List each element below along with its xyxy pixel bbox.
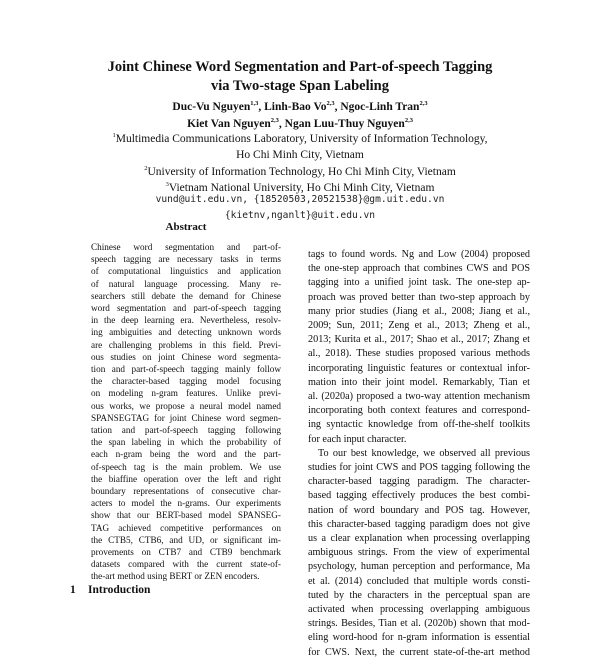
author-name: Ngan Luu-Thuy Nguyen xyxy=(284,118,405,130)
affiliation-list xyxy=(20,131,580,196)
body-line: psychology, human perception and performance, Ma xyxy=(308,561,530,573)
body-line: many prior studies (Jiang et al., 2008; Jiang et al., xyxy=(308,305,530,317)
body-line: activated when processing overlapping ambiguous xyxy=(308,604,530,616)
abstract-line: of computational linguistics and application xyxy=(91,266,281,277)
body-line: based tagging effectively produces the best combi- xyxy=(308,490,530,502)
body-line: et al. (2014) concluded that multiple words consti- xyxy=(308,575,530,587)
body-line: al., 2018). These studies proposed various methods xyxy=(308,348,530,360)
body-line: character-based tagging paradigm. The character- xyxy=(308,476,530,488)
abstract-line: of-speech tag is the main problem. We use xyxy=(91,461,281,472)
author-affiliation-mark: 2,3 xyxy=(270,117,279,124)
author-separator: , xyxy=(258,101,265,113)
affiliation-text: Vietnam National University, Ho Chi Minh City, Vietnam xyxy=(168,181,435,194)
affiliation-text: Ho Chi Minh City, Vietnam xyxy=(236,149,364,162)
body-line: 2013; Kurita et al., 2017; Shao et al., 2017; Zhang et xyxy=(308,334,530,346)
abstract-line: word segmentation and part-of-speech tagging xyxy=(91,303,281,314)
abstract-line: on modeling n-gram features. Unlike previ- xyxy=(91,388,281,399)
abstract-line: ous works, we propose a neural model named xyxy=(91,400,281,411)
author-name: Linh-Bao Vo xyxy=(264,101,327,113)
abstract-line: the CTB5, CTB6, and UD, or significant im- xyxy=(91,534,281,545)
author-separator: , xyxy=(278,118,285,130)
author-affiliation-mark: 2,3 xyxy=(404,117,413,124)
author-affiliation-mark: 2,3 xyxy=(326,100,335,107)
section-number: 1 xyxy=(70,584,76,596)
affiliation-text: Multimedia Communications Laboratory, University of Information Technology, xyxy=(115,133,488,145)
body-line: for each input character. xyxy=(308,433,407,445)
body-line: this character-based tagging paradigm does not give xyxy=(308,518,530,530)
body-line: the one-step approach that combines CWS and POS xyxy=(308,263,530,275)
email-line: vund@uit.edu.vn, {18520503,20521538}@gm.uit.edu.vn xyxy=(155,194,445,205)
affiliation-text: University of Information Technology, Ho Chi Minh City, Vietnam xyxy=(147,165,456,178)
abstract-line: provements on CTB7 and CTB9 benchmark xyxy=(91,547,281,558)
email-line: {kietnv,nganlt}@uit.edu.vn xyxy=(224,210,376,221)
body-line: mation into their joint model. Remarkably, Tian et xyxy=(308,376,530,388)
author-separator: , xyxy=(334,101,341,113)
affiliation-line xyxy=(20,131,580,147)
paper-title xyxy=(60,58,540,96)
body-line: ing syntactic knowledge from off-the-shelf toolkits xyxy=(308,419,530,431)
abstract-heading: Abstract xyxy=(165,221,207,233)
abstract-line: are challenging problems in this field. Previ- xyxy=(91,339,281,350)
affiliation-line xyxy=(20,147,580,163)
abstract-line: the character-based tagging model focusing xyxy=(91,376,281,387)
author-name: Kiet Van Nguyen xyxy=(187,118,271,130)
body-line: eling word-hood for n-gram information is essential xyxy=(308,632,530,644)
body-line: tuted by the characters in the perceptual span are xyxy=(308,589,530,601)
section-title: Introduction xyxy=(88,584,151,596)
author-name: Duc-Vu Nguyen xyxy=(172,101,251,113)
affiliation-line xyxy=(20,164,580,180)
title-line: Joint Chinese Word Segmentation and Part-of-speech Tagging xyxy=(107,59,493,75)
abstract-line: searchers still debate the demand for Chinese xyxy=(91,290,281,301)
email-list xyxy=(20,192,580,224)
title-line: via Two-stage Span Labeling xyxy=(211,78,389,94)
body-line: al. (2020a) proposed a two-way attention mechanism xyxy=(308,391,530,403)
author-name: Ngoc-Linh Tran xyxy=(340,101,420,113)
body-line: proach was proved better than two-step approach by xyxy=(308,291,530,303)
abstract-line: show that our BERT-based model SPANSEG- xyxy=(91,510,281,521)
body-column-right xyxy=(308,248,530,660)
abstract-line: TAG achieved competitive performances on xyxy=(91,522,281,533)
abstract-line: acters to model the n-grams. Our experiments xyxy=(91,498,281,509)
abstract-line: the-art method using BERT or ZEN encoders. xyxy=(91,571,260,582)
abstract-line: SPANSEGTAG for joint Chinese word segmen- xyxy=(91,412,281,423)
abstract-line: the span labeling in which the probability of xyxy=(91,437,281,448)
abstract-line: speech tagging are necessary tasks in terms xyxy=(91,254,281,265)
affiliation-mark: 1 xyxy=(112,132,116,139)
body-line: strings. Besides, Tian et al. (2020b) shown that mod- xyxy=(308,618,530,630)
body-line: tags to found words. Ng and Low (2004) proposed xyxy=(308,249,530,260)
author-affiliation-mark: 2,3 xyxy=(419,100,428,107)
abstract-line: datasets compared with the current state-of- xyxy=(91,559,281,570)
abstract-line: each n-gram being the word and the part- xyxy=(91,449,281,460)
section-heading-introduction xyxy=(70,584,150,596)
body-line: for CWS. Next, the current state-of-the-art method xyxy=(308,646,530,658)
body-line: incorporating linguistic features or contextual infor- xyxy=(308,362,530,374)
body-line: nation of word boundary and POS tag. However, xyxy=(308,504,530,516)
body-line: tagging into a unified joint task. The one-step ap- xyxy=(308,277,530,289)
author-list xyxy=(40,99,560,133)
affiliation-mark: 2 xyxy=(144,164,148,172)
author-line xyxy=(40,99,560,116)
abstract-line: Chinese word segmentation and part-of- xyxy=(91,242,281,252)
body-line: 2009; Sun, 2011; Zeng et al., 2013; Zheng et al., xyxy=(308,320,530,332)
abstract-line: tion and part-of-speech tagging mainly follow xyxy=(91,364,281,375)
abstract-line: tation and part-of-speech tagging following xyxy=(91,425,281,436)
author-affiliation-mark: 1,3 xyxy=(250,100,259,107)
abstract-line: boundary representations of consecutive char- xyxy=(91,486,281,497)
body-line: us a clear explanation when processing overlapping xyxy=(308,533,530,545)
body-line: ambiguous strings. From the view of experimental xyxy=(308,547,530,559)
body-line: incorporating both context features and correspond- xyxy=(308,405,530,417)
abstract-body xyxy=(91,241,281,583)
abstract-line: the biaffine operation over the left and right xyxy=(91,473,281,484)
affiliation-mark: 3 xyxy=(165,180,169,188)
abstract-line: in the deep learning era. Nevertheless, resolv- xyxy=(91,315,281,326)
body-line: studies for joint CWS and POS tagging following the xyxy=(308,462,530,474)
body-line: To our best knowledge, we observed all previous xyxy=(318,447,530,459)
abstract-line: of natural language processing. Many re- xyxy=(91,278,281,289)
abstract-line: ing ambiguities and detecting unknown words xyxy=(91,327,281,338)
abstract-line: ous studies on joint Chinese word segmenta- xyxy=(91,351,281,362)
